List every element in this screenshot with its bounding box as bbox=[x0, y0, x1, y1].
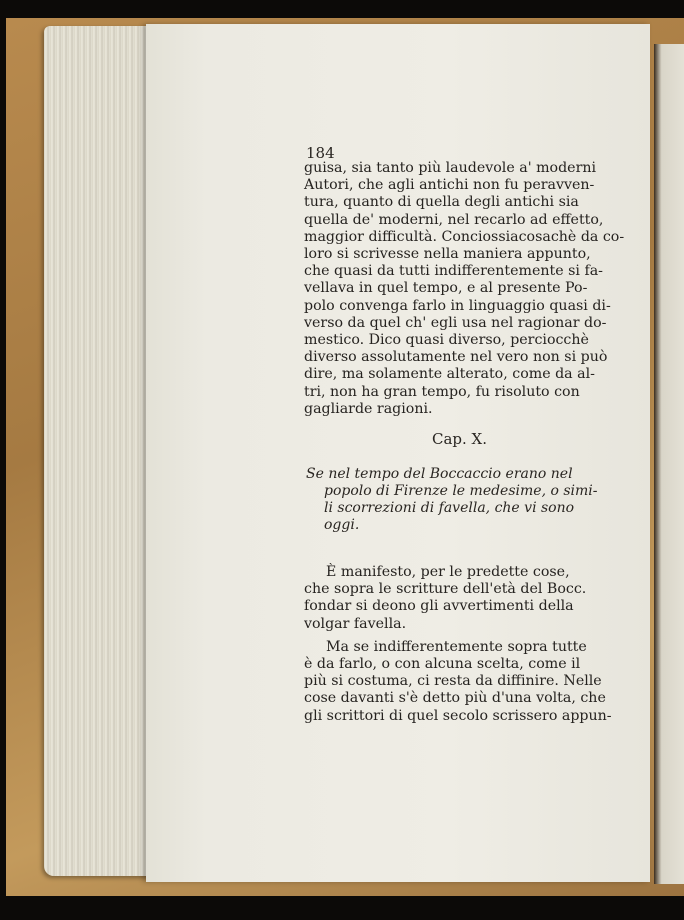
text-line: loro si scrivesse nella maniera appunto, bbox=[304, 246, 591, 263]
subtitle-line: oggi. bbox=[324, 517, 360, 533]
paragraph-2-3 bbox=[304, 564, 624, 725]
text-line: volgar favella. bbox=[304, 615, 407, 632]
subtitle-line: popolo di Firenze le medesime, o simi- bbox=[324, 483, 598, 499]
text-line: vellava in quel tempo, e al presente Po- bbox=[304, 280, 588, 297]
facing-page-edge bbox=[654, 44, 684, 884]
text-line: guisa, sia tanto più laudevole a' moderni bbox=[304, 160, 597, 176]
text-line: gli scrittori di quel secolo scrissero appun- bbox=[304, 707, 612, 724]
text-line: È manifesto, per le predette cose, bbox=[326, 564, 570, 580]
chapter-heading: Cap. X. bbox=[432, 430, 488, 448]
page-number: 184 bbox=[306, 144, 335, 162]
text-line: tri, non ha gran tempo, fu risoluto con bbox=[304, 383, 580, 400]
text-line: Ma se indifferentemente sopra tutte bbox=[326, 638, 587, 655]
text-line: tura, quanto di quella degli antichi sia bbox=[304, 194, 579, 211]
book-page bbox=[146, 24, 650, 882]
text-line: mestico. Dico quasi diverso, perciocchè bbox=[304, 332, 589, 349]
text-line: gagliarde ragioni. bbox=[304, 400, 433, 417]
text-line: diverso assolutamente nel vero non si può bbox=[304, 349, 608, 366]
subtitle-line: li scorrezioni di favella, che vi sono bbox=[324, 500, 575, 516]
text-line: maggior difficultà. Conciossiacosachè da co- bbox=[304, 228, 625, 245]
text-line: più si costuma, ci resta da diffinire. Nelle bbox=[304, 673, 602, 690]
text-line: che quasi da tutti indifferentemente si fa- bbox=[304, 263, 603, 280]
text-line: fondar si deono gli avvertimenti della bbox=[304, 598, 574, 615]
chapter-subtitle bbox=[306, 466, 616, 534]
text-line: quella de' moderni, nel recarlo ad effetto, bbox=[304, 211, 604, 228]
subtitle-line: Se nel tempo del Boccaccio erano nel bbox=[306, 466, 573, 482]
text-line: Autori, che agli antichi non fu peravven- bbox=[304, 177, 595, 194]
text-line: cose davanti s'è detto più d'una volta, che bbox=[304, 690, 606, 707]
page-edges bbox=[44, 26, 156, 876]
text-line: che sopra le scritture dell'età del Bocc. bbox=[304, 581, 587, 598]
text-line: polo convenga farlo in linguaggio quasi di- bbox=[304, 297, 611, 314]
paragraph-1 bbox=[304, 160, 624, 418]
text-line: dire, ma solamente alterato, come da al- bbox=[304, 366, 595, 383]
text-line: verso da quel ch' egli usa nel ragionar do- bbox=[304, 314, 607, 331]
text-line: è da farlo, o con alcuna scelta, come il bbox=[304, 656, 581, 673]
